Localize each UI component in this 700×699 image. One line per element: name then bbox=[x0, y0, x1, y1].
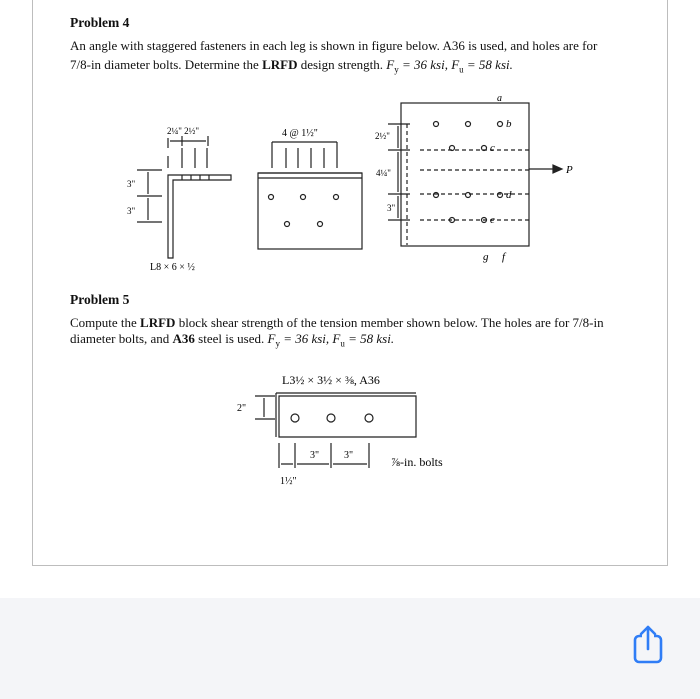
bolts-label: ⅞-in. bolts bbox=[391, 455, 443, 469]
label-e: e bbox=[490, 214, 495, 226]
dim-3b: 3" bbox=[344, 450, 354, 461]
label-d: d bbox=[506, 189, 512, 201]
problem4-line2: 7/8-in diameter bolts. Determine the LRFD design strength. $F_y = 36$ ksi, $F_u = 58$ ksi. bbox=[70, 57, 513, 75]
dim-15: 1½" bbox=[280, 476, 297, 487]
problem4-line1: An angle with staggered fasteners in each leg is shown in figure below. A36 is used, and holes are for bbox=[70, 38, 598, 53]
label-c: c bbox=[490, 142, 495, 154]
label-p: P bbox=[566, 164, 573, 176]
problem5-heading: Problem 5 bbox=[70, 292, 130, 307]
share-icon[interactable] bbox=[632, 625, 664, 665]
dim-pitch: 4 @ 1½" bbox=[282, 128, 318, 139]
dim-right-1: 2½" bbox=[375, 131, 390, 141]
dim-3b: 3" bbox=[127, 206, 136, 216]
dim-right-2: 4¼" bbox=[376, 168, 391, 178]
problem5-line1: Compute the LRFD block shear strength of the tension member shown below. The holes are for 7/8-in bbox=[70, 315, 604, 330]
dim-3a: 3" bbox=[127, 179, 136, 189]
dim-2: 2" bbox=[237, 403, 247, 414]
problem5-line2: diameter bolts, and A36 steel is used. $F_y = 36$ ksi, $F_u = 58$ ksi. bbox=[70, 331, 395, 349]
label-a: a bbox=[497, 93, 502, 104]
label-f: f bbox=[502, 251, 506, 263]
bottom-toolbar bbox=[0, 598, 700, 699]
problem4-figure bbox=[0, 0, 700, 290]
dim-gage: 2¼" 2½" bbox=[167, 126, 200, 136]
problem5-figure bbox=[0, 360, 700, 500]
label-g: g bbox=[483, 251, 489, 263]
member-label: L3½ × 3½ × ⅜, A36 bbox=[282, 373, 380, 387]
problem4-heading: Problem 4 bbox=[70, 15, 130, 30]
label-b: b bbox=[506, 118, 512, 130]
dim-3a: 3" bbox=[310, 450, 320, 461]
angle-label: L8 × 6 × ½ bbox=[150, 262, 195, 273]
dim-right-3: 3" bbox=[387, 203, 396, 213]
